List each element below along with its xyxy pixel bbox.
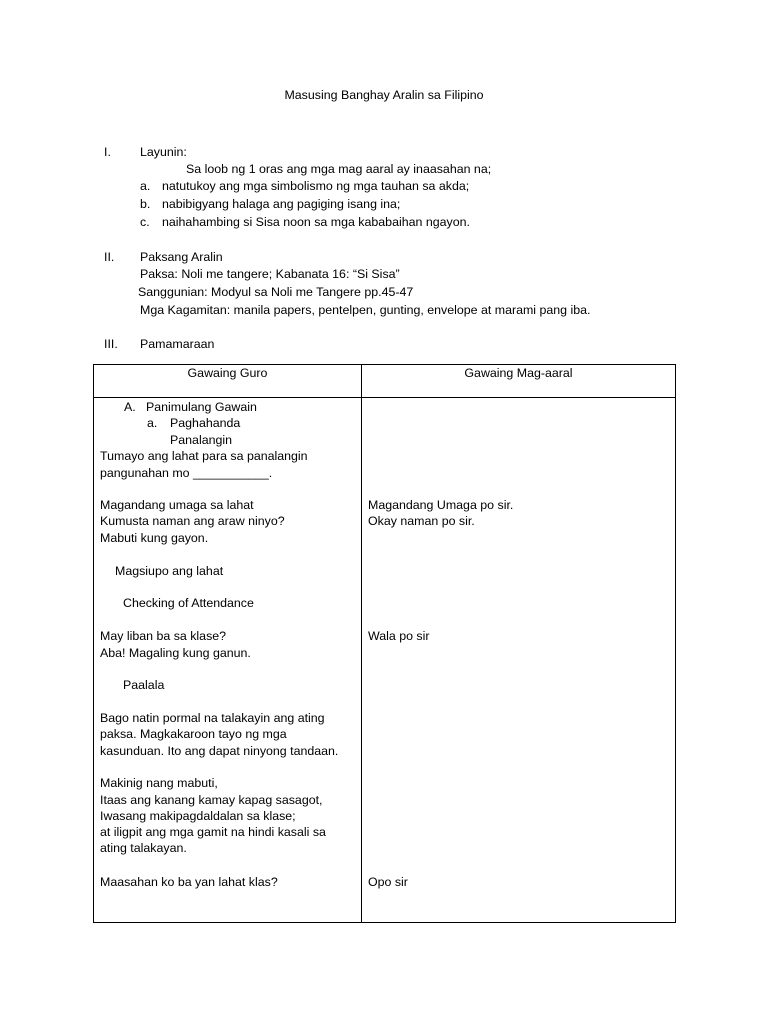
guro-line: Magandang umaga sa lahat <box>100 498 254 512</box>
guro-line: Paalala <box>123 678 165 692</box>
guro-line: pangunahan mo ___________. <box>100 466 273 480</box>
objective-letter: a. <box>140 179 151 193</box>
section-number: II. <box>104 250 115 264</box>
objective-item <box>140 196 400 213</box>
guro-line: Tumayo ang lahat para sa panalangin <box>100 449 308 463</box>
guro-line: May liban ba sa klase? <box>100 629 227 643</box>
guro-line: Checking of Attendance <box>123 596 254 610</box>
section-number: III. <box>104 337 118 351</box>
objective-letter: b. <box>140 197 151 211</box>
magaaral-line: Wala po sir <box>368 629 430 643</box>
magaaral-line: Okay naman po sir. <box>368 514 475 528</box>
objective-text: natutukoy ang mga simbolismo ng mga tauhan sa akda; <box>162 179 470 193</box>
magaaral-line: Opo sir <box>368 875 408 889</box>
guro-line: at iligpit ang mga gamit na hindi kasali sa <box>100 825 326 839</box>
layunin-intro: Sa loob ng 1 oras ang mga mag aaral ay inaasahan na; <box>186 162 492 176</box>
table-row <box>94 398 676 923</box>
objective-text: naihahambing si Sisa noon sa mga kababaihan ngayon. <box>162 215 470 229</box>
guro-cell <box>94 398 362 923</box>
objective-letter: c. <box>140 215 150 229</box>
guro-line: Makinig nang mabuti, <box>100 776 218 790</box>
table-header-row <box>94 365 676 398</box>
guro-line: Magsiupo ang lahat <box>115 564 224 578</box>
magaaral-cell <box>362 398 676 923</box>
guro-line: Mabuti kung gayon. <box>100 531 209 545</box>
paksa-line: Paksa: Noli me tangere; Kabanata 16: “Si Sisa” <box>140 267 400 281</box>
part-letter: A. <box>124 400 136 414</box>
lesson-procedure-table <box>93 364 676 923</box>
document-title: Masusing Banghay Aralin sa Filipino <box>284 88 484 102</box>
objective-item <box>140 178 469 195</box>
guro-line: paksa. Magkakaroon tayo ng mga <box>100 727 287 741</box>
guro-line: kasunduan. Ito ang dapat ninyong tandaan. <box>100 744 339 758</box>
guro-line: Aba! Magaling kung ganun. <box>100 646 251 660</box>
guro-line: Itaas ang kanang kamay kapag sasagot, <box>100 793 323 807</box>
guro-line: Maasahan ko ba yan lahat klas? <box>100 875 278 889</box>
guro-line: ating talakayan. <box>100 841 187 855</box>
sanggunian-line: Sanggunian: Modyul sa Noli me Tangere pp.45-47 <box>138 285 414 299</box>
col-header-magaaral: Gawaing Mag-aaral <box>362 365 676 398</box>
part-heading: Panimulang Gawain <box>146 400 257 414</box>
col-header-guro: Gawaing Guro <box>94 365 362 398</box>
guro-line: Panalangin <box>170 433 233 447</box>
objective-item <box>140 214 470 231</box>
sub-letter: a. <box>147 416 158 430</box>
section-heading: Paksang Aralin <box>140 250 223 264</box>
guro-line: Iwasang makipagdaldalan sa klase; <box>100 809 296 823</box>
section-heading: Pamamaraan <box>140 337 215 351</box>
kagamitan-line: Mga Kagamitan: manila papers, pentelpen, gunting, envelope at marami pang iba. <box>140 303 591 317</box>
section-heading: Layunin: <box>140 145 187 159</box>
magaaral-line: Magandang Umaga po sir. <box>368 498 514 512</box>
objective-text: nabibigyang halaga ang pagiging isang ina; <box>162 197 401 211</box>
section-number: I. <box>104 145 111 159</box>
guro-line: Kumusta naman ang araw ninyo? <box>100 514 285 528</box>
sub-heading: Paghahanda <box>170 416 241 430</box>
guro-line: Bago natin pormal na talakayin ang ating <box>100 711 325 725</box>
